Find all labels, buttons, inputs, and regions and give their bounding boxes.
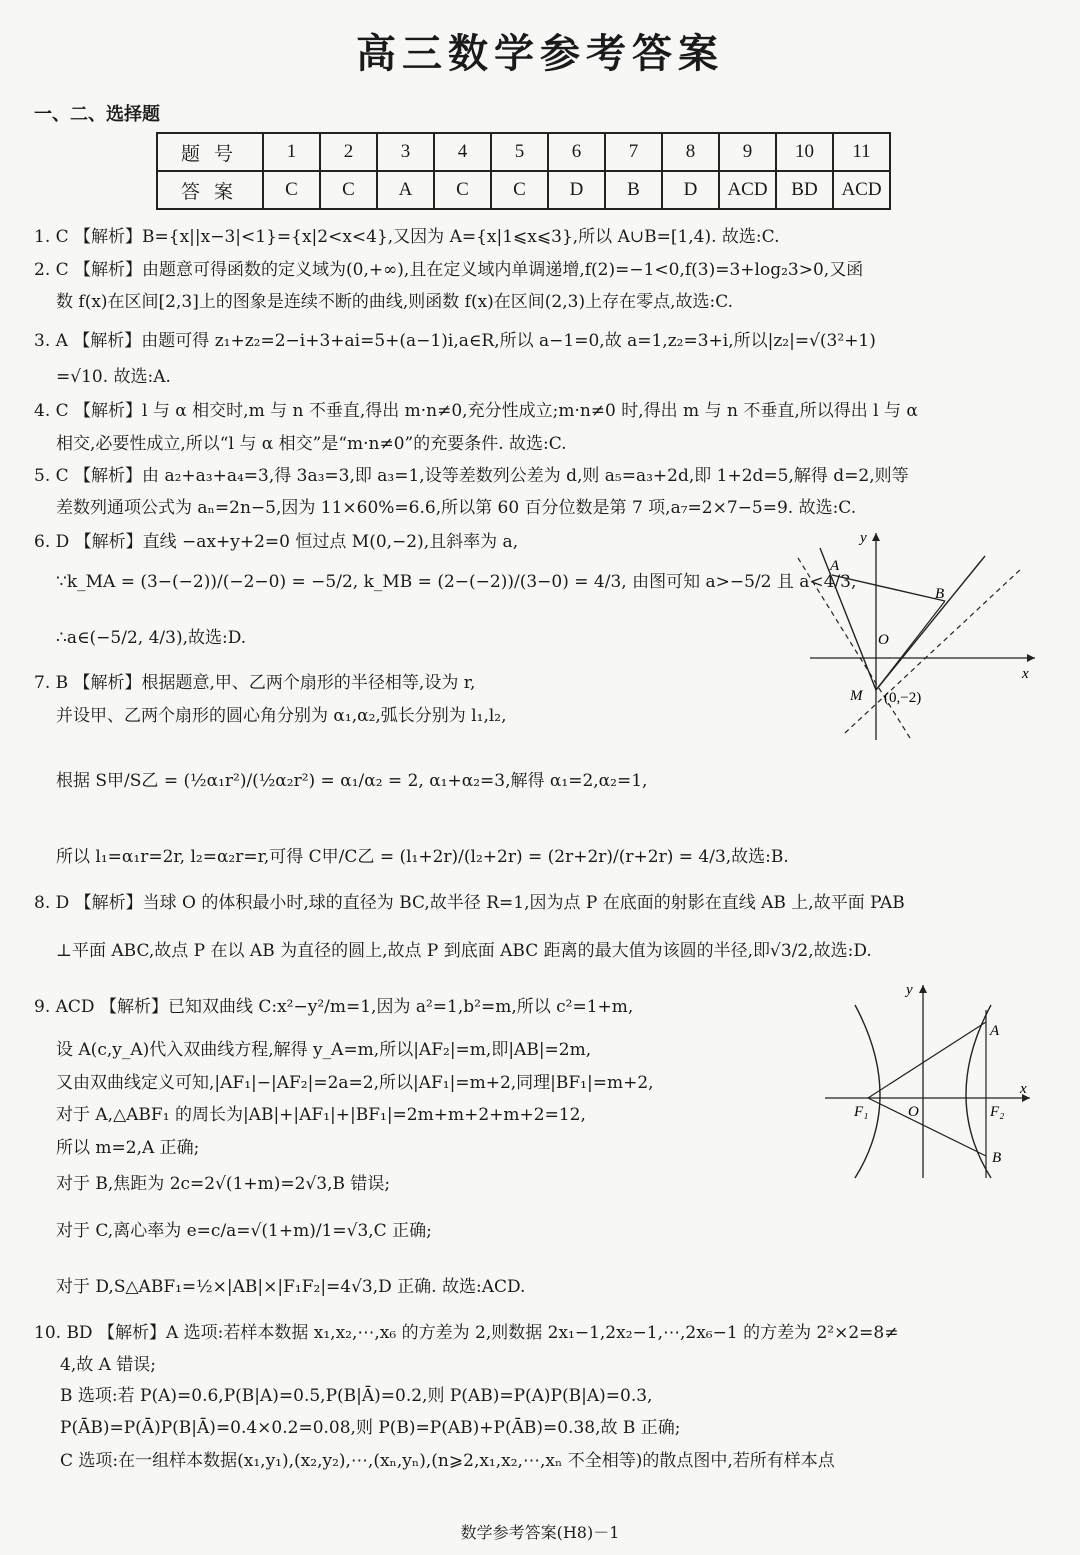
solution-line: 3. A 【解析】由题可得 z₁+z₂=2−i+3+ai=5+(a−1)i,a∈R,所以 a−1=0,故 a=1,z₂=3+i,所以|z₂|=√(3²+1) — [34, 331, 876, 351]
table-cell: 9 — [719, 133, 776, 171]
label-origin: O — [908, 1104, 919, 1120]
label-b: B — [992, 1150, 1002, 1166]
table-cell: 7 — [605, 133, 662, 171]
table-cell: 2 — [320, 133, 377, 171]
table-cell: 6 — [548, 133, 605, 171]
table-cell: 5 — [491, 133, 548, 171]
table-cell: 10 — [776, 133, 833, 171]
x-axis-arrow — [1027, 654, 1035, 662]
label-y: y — [906, 982, 913, 998]
solution-line: 2. C 【解析】由题意可得函数的定义域为(0,+∞),且在定义域内单调递增,f(2)=−1<0,f(3)=3+log₂3>0,又函 — [34, 260, 864, 280]
figure-q9-hyperbola — [820, 980, 1040, 1180]
table-cell: 1 — [263, 133, 320, 171]
label-origin: O — [878, 632, 889, 648]
table-cell: BD — [776, 171, 833, 209]
label-f1: F₁ — [854, 1104, 869, 1120]
table-cell: B — [605, 171, 662, 209]
table-cell: C — [434, 171, 491, 209]
label-m-coord: (0,−2) — [884, 690, 922, 706]
table-header-answer: 答案 — [157, 171, 263, 209]
segment-bf1 — [868, 1098, 986, 1156]
table-cell: C — [491, 171, 548, 209]
label-m: M — [850, 688, 863, 704]
table-cell: ACD — [833, 171, 890, 209]
y-axis-arrow — [919, 985, 927, 993]
solution-line: 4,故 A 错误; — [60, 1355, 157, 1375]
answer-table — [156, 132, 891, 210]
label-x: x — [1020, 1081, 1027, 1097]
table-header-number: 题号 — [157, 133, 263, 171]
solution-line: 5. C 【解析】由 a₂+a₃+a₄=3,得 3a₃=3,即 a₃=1,设等差数列公差为 d,则 a₅=a₃+2d,即 1+2d=5,解得 d=2,则等 — [34, 466, 909, 486]
solution-line: 所以 l₁=α₁r=2r, l₂=α₂r=r,可得 C甲/C乙 = (l₁+2r)/(l₂+2r) = (2r+2r)/(r+2r) = 4/3,故选:B. — [56, 847, 789, 867]
table-cell: C — [263, 171, 320, 209]
table-cell: 11 — [833, 133, 890, 171]
table-cell: C — [320, 171, 377, 209]
solution-line: 6. D 【解析】直线 −ax+y+2=0 恒过点 M(0,−2),且斜率为 a, — [34, 532, 519, 552]
solution-line: 4. C 【解析】l 与 α 相交时,m 与 n 不垂直,得出 m·n≠0,充分性成立;m·n≠0 时,得出 m 与 n 不垂直,所以得出 l 与 α — [34, 401, 918, 421]
solution-line: 所以 m=2,A 正确; — [56, 1138, 200, 1158]
solution-line: 8. D 【解析】当球 O 的体积最小时,球的直径为 BC,故半径 R=1,因为点 P 在底面的射影在直线 AB 上,故平面 PAB — [34, 893, 905, 913]
label-a: A — [830, 558, 840, 574]
solution-line: P(ĀB)=P(Ā)P(B|Ā)=0.4×0.2=0.08,则 P(B)=P(AB)+P(ĀB)=0.38,故 B 正确; — [60, 1418, 681, 1438]
solution-line: 设 A(c,y_A)代入双曲线方程,解得 y_A=m,所以|AF₂|=m,即|AB|=2m, — [56, 1040, 592, 1060]
solution-line: 对于 C,离心率为 e=c/a=√(1+m)/1=√3,C 正确; — [56, 1221, 432, 1241]
solution-line: 对于 A,△ABF₁ 的周长为|AB|+|AF₁|+|BF₁|=2m+m+2+m+2=12, — [56, 1105, 586, 1125]
dashed-boundary-line — [798, 558, 910, 738]
solution-line: =√10. 故选:A. — [56, 367, 171, 387]
label-y: y — [860, 530, 867, 546]
solution-line: ⊥平面 ABC,故点 P 在以 AB 为直径的圆上,故点 P 到底面 ABC 距离的最大值为该圆的半径,即√3/2,故选:D. — [56, 941, 872, 961]
solution-line: 9. ACD 【解析】已知双曲线 C:x²−y²/m=1,因为 a²=1,b²=m,所以 c²=1+m, — [34, 997, 634, 1017]
solution-line: 数 f(x)在区间[2,3]上的图象是连续不断的曲线,则函数 f(x)在区间(2,3)上存在零点,故选:C. — [56, 292, 734, 312]
table-cell: 4 — [434, 133, 491, 171]
dashed-boundary-line — [845, 568, 1022, 733]
table-row — [157, 133, 890, 171]
label-b: B — [935, 586, 945, 602]
solution-line: 差数列通项公式为 aₙ=2n−5,因为 11×60%=6.6,所以第 60 百分位数是第 7 项,a₇=2×7−5=9. 故选:C. — [56, 498, 857, 518]
solution-line: 相交,必要性成立,所以“l 与 α 相交”是“m·n≠0”的充要条件. 故选:C. — [56, 434, 567, 454]
page-footer: 数学参考答案(H8)－1 — [460, 1523, 620, 1542]
table-row — [157, 171, 890, 209]
solution-line: 并设甲、乙两个扇形的圆心角分别为 α₁,α₂,弧长分别为 l₁,l₂, — [56, 706, 507, 726]
solution-line: 对于 B,焦距为 2c=2√(1+m)=2√3,B 错误; — [56, 1174, 391, 1194]
label-f2: F₂ — [990, 1104, 1005, 1120]
solution-line: 7. B 【解析】根据题意,甲、乙两个扇形的半径相等,设为 r, — [34, 673, 476, 693]
solution-line: 根据 S甲/S乙 = (½α₁r²)/(½α₂r²) = α₁/α₂ = 2, α₁+α₂=3,解得 α₁=2,α₂=1, — [56, 771, 648, 791]
solution-line: ∵k_MA = (3−(−2))/(−2−0) = −5/2, k_MB = (2−(−2))/(3−0) = 4/3, 由图可知 a>−5/2 且 a<4/3, — [56, 572, 857, 592]
y-axis-arrow — [872, 533, 880, 541]
solution-line: 10. BD 【解析】A 选项:若样本数据 x₁,x₂,⋯,x₆ 的方差为 2,则数据 2x₁−1,2x₂−1,⋯,2x₆−1 的方差为 2²×2=8≠ — [34, 1323, 899, 1343]
label-a: A — [990, 1023, 1000, 1039]
solution-line: ∴a∈(−5/2, 4/3),故选:D. — [56, 628, 247, 648]
table-cell: ACD — [719, 171, 776, 209]
hyperbola-left-branch — [855, 1005, 880, 1178]
line-mb — [876, 556, 985, 690]
solution-line: B 选项:若 P(A)=0.6,P(B|A)=0.5,P(B|Ā)=0.2,则 P(AB)=P(A)P(B|A)=0.3, — [60, 1386, 653, 1406]
line-ma — [820, 548, 876, 690]
section-heading: 一、二、选择题 — [34, 104, 160, 125]
solution-line: 1. C 【解析】B={x||x−3|<1}={x|2<x<4},又因为 A={x|1⩽x⩽3},所以 A∪B=[1,4). 故选:C. — [34, 227, 780, 247]
page-title: 高三数学参考答案 — [356, 31, 724, 77]
figure-q6-lines — [790, 528, 1040, 743]
table-cell: 3 — [377, 133, 434, 171]
solution-line: 又由双曲线定义可知,|AF₁|−|AF₂|=2a=2,所以|AF₁|=m+2,同理|BF₁|=m+2, — [56, 1073, 654, 1093]
table-cell: D — [662, 171, 719, 209]
solution-line: C 选项:在一组样本数据(x₁,y₁),(x₂,y₂),⋯,(xₙ,yₙ),(n⩾2,x₁,x₂,⋯,xₙ 不全相等)的散点图中,若所有样本点 — [60, 1451, 835, 1471]
solution-line: 对于 D,S△ABF₁=½×|AB|×|F₁F₂|=4√3,D 正确. 故选:ACD. — [56, 1277, 526, 1297]
table-cell: 8 — [662, 133, 719, 171]
table-cell: A — [377, 171, 434, 209]
segment-af1 — [868, 1022, 986, 1098]
segment-ab — [832, 575, 945, 601]
label-x: x — [1022, 666, 1029, 682]
table-cell: D — [548, 171, 605, 209]
